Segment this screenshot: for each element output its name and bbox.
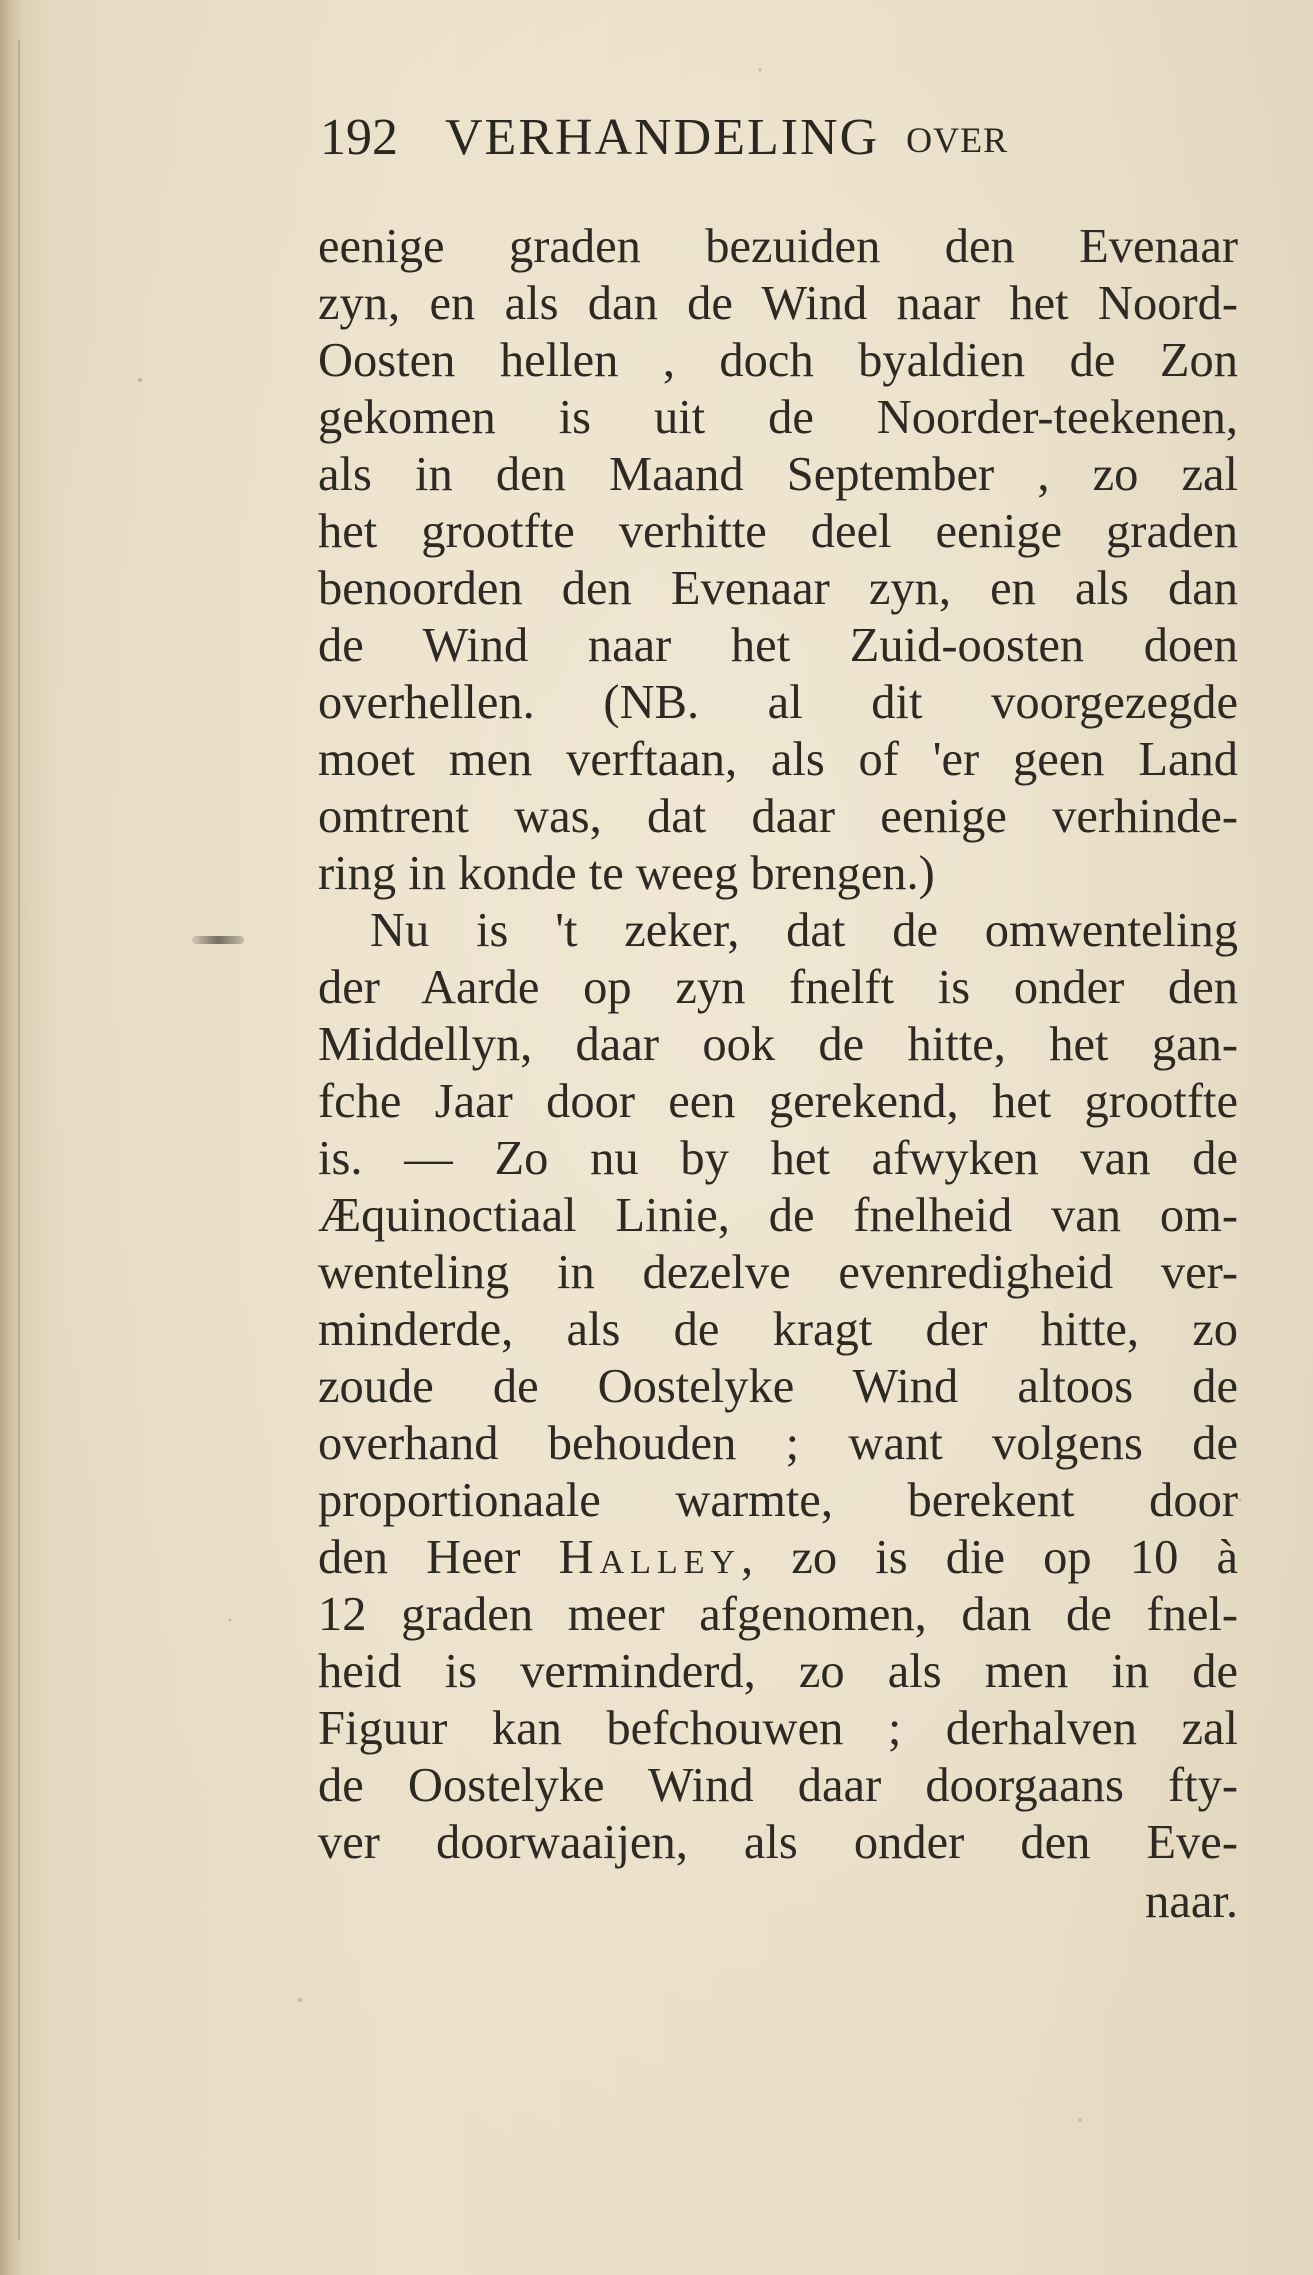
text-line: der Aarde op zyn fnelft is onder den <box>318 961 1238 1014</box>
text-line: proportionaale warmte, berekent door <box>318 1474 1238 1527</box>
text-line: fche Jaar door een gerekend, het grootfte <box>318 1075 1238 1128</box>
text-line: het grootfte verhitte deel eenige graden <box>318 505 1238 558</box>
binding-edge <box>18 40 20 2240</box>
text-line: wenteling in dezelve evenredigheid ver- <box>318 1246 1238 1299</box>
margin-mark <box>192 936 244 944</box>
text-line: heid is verminderd, zo als men in de <box>318 1645 1238 1698</box>
text-line: zoude de Oostelyke Wind altoos de <box>318 1360 1238 1413</box>
text-line: gekomen is uit de Noorder-teekenen, <box>318 391 1238 444</box>
text-line-halley <box>318 1529 1238 1586</box>
text-line: ring in konde te weeg brengen.) <box>318 847 935 900</box>
author-name-halley: Halley <box>558 1531 742 1584</box>
text-line: minderde, als de kragt der hitte, zo <box>318 1303 1238 1356</box>
text-line: benoorden den Evenaar zyn, en als dan <box>318 562 1238 615</box>
text-line: moet men verftaan, als of 'er geen Land <box>318 733 1238 786</box>
text-line: ver doorwaaijen, als onder den Eve- <box>318 1816 1238 1869</box>
text-line: Æquinoctiaal Linie, de fnelheid van om- <box>318 1189 1238 1242</box>
catchword: naar. <box>1145 1875 1238 1928</box>
body-text <box>318 218 1238 1930</box>
page-number: 192 <box>320 109 398 166</box>
text-line: Middellyn, daar ook de hitte, het gan- <box>318 1018 1238 1071</box>
page-gutter <box>0 0 34 2275</box>
paragraph-start-line: Nu is 't zeker, dat de omwenteling <box>370 904 1238 957</box>
text-line: Oosten hellen , doch byaldien de Zon <box>318 334 1238 387</box>
running-title-continuation: OVER <box>906 120 1009 160</box>
halley-line-start: den Heer <box>318 1531 559 1584</box>
text-line: zyn, en als dan de Wind naar het Noord- <box>318 277 1238 330</box>
text-line: eenige graden bezuiden den Evenaar <box>318 220 1238 273</box>
running-title: VERHANDELING <box>445 109 880 166</box>
running-header <box>320 108 1120 168</box>
text-line: is. — Zo nu by het afwyken van de <box>318 1132 1238 1185</box>
text-line: de Wind naar het Zuid-oosten doen <box>318 619 1238 672</box>
text-line: als in den Maand September , zo zal <box>318 448 1238 501</box>
text-line: 12 graden meer afgenomen, dan de fnel- <box>318 1588 1238 1641</box>
text-line: omtrent was, dat daar eenige verhinde- <box>318 790 1238 843</box>
text-line: Figuur kan befchouwen ; derhalven zal <box>318 1702 1238 1755</box>
text-line: overhand behouden ; want volgens de <box>318 1417 1238 1470</box>
text-line: de Oostelyke Wind daar doorgaans fty- <box>318 1759 1238 1812</box>
text-line: overhellen. (NB. al dit voorgezegde <box>318 676 1238 729</box>
halley-line-end: , zo is die op 10 à <box>741 1531 1238 1584</box>
